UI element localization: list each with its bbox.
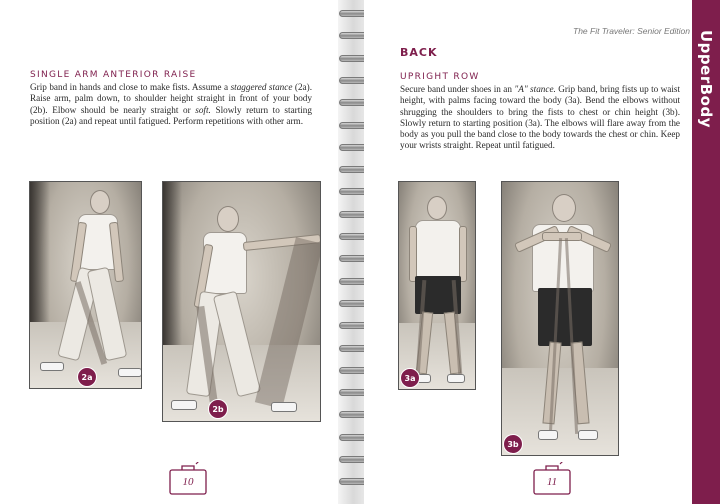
section-title-upright-row: UPRIGHT ROW xyxy=(400,72,480,82)
exercise-photo-3b xyxy=(501,181,619,456)
section-title-anterior-raise: SINGLE ARM ANTERIOR RAISE xyxy=(30,70,197,80)
right-page xyxy=(364,0,720,504)
exercise-photo-2a xyxy=(29,181,142,389)
side-tab-label: UpperBody xyxy=(697,30,715,128)
photo-label-2b: 2b xyxy=(208,399,228,419)
left-page xyxy=(0,0,352,504)
edition-title: The Fit Traveler: Senior Edition xyxy=(573,26,690,36)
upright-row-text-run: Grip band, bring fists up to waist height, with palms facing toward the body (3a). Bend the elbows without shrugging the shoulders to bring the fists to chest or chin height (3b). Slowly return to starting position (3a). The elbows will flare away from the body as you pull the band close to the body towards the chest or chin. Keep your wrists straight. Repeat until fatigued. xyxy=(400,84,680,151)
anterior-raise-text-run: staggered stance xyxy=(230,82,293,92)
section-side-tab xyxy=(692,0,720,504)
page-number-left xyxy=(166,462,210,496)
upright-row-text-run: "A" stance. xyxy=(514,84,556,94)
upright-row-text-run: Secure band under shoes in an xyxy=(400,84,515,94)
exercise-photo-2b xyxy=(162,181,321,422)
anterior-raise-text-run: Grip band in hands and close to make fists. Assume a xyxy=(30,82,231,92)
exercise-instructions-upright-row xyxy=(400,84,680,152)
page-number-right xyxy=(530,462,574,496)
anterior-raise-text-run: Slowly return to starting position (2a) and repeat until fatigued. Perform repetitions with other arm. xyxy=(30,104,312,126)
photo-label-3a: 3a xyxy=(400,368,420,388)
page-number-text: 11 xyxy=(546,476,558,488)
anterior-raise-text-run: (2a). Raise arm, palm down, to shoulder height straight in front of your body (2b). Elbow should be nearly straight or xyxy=(30,82,312,115)
exercise-photo-3a xyxy=(398,181,476,390)
anterior-raise-text-run: soft. xyxy=(195,104,211,115)
category-heading: BACK xyxy=(400,46,438,59)
exercise-instructions-anterior-raise xyxy=(30,82,312,127)
page-number-text: 10 xyxy=(182,476,194,488)
photo-label-3b: 3b xyxy=(503,434,523,454)
photo-label-2a: 2a xyxy=(77,367,97,387)
